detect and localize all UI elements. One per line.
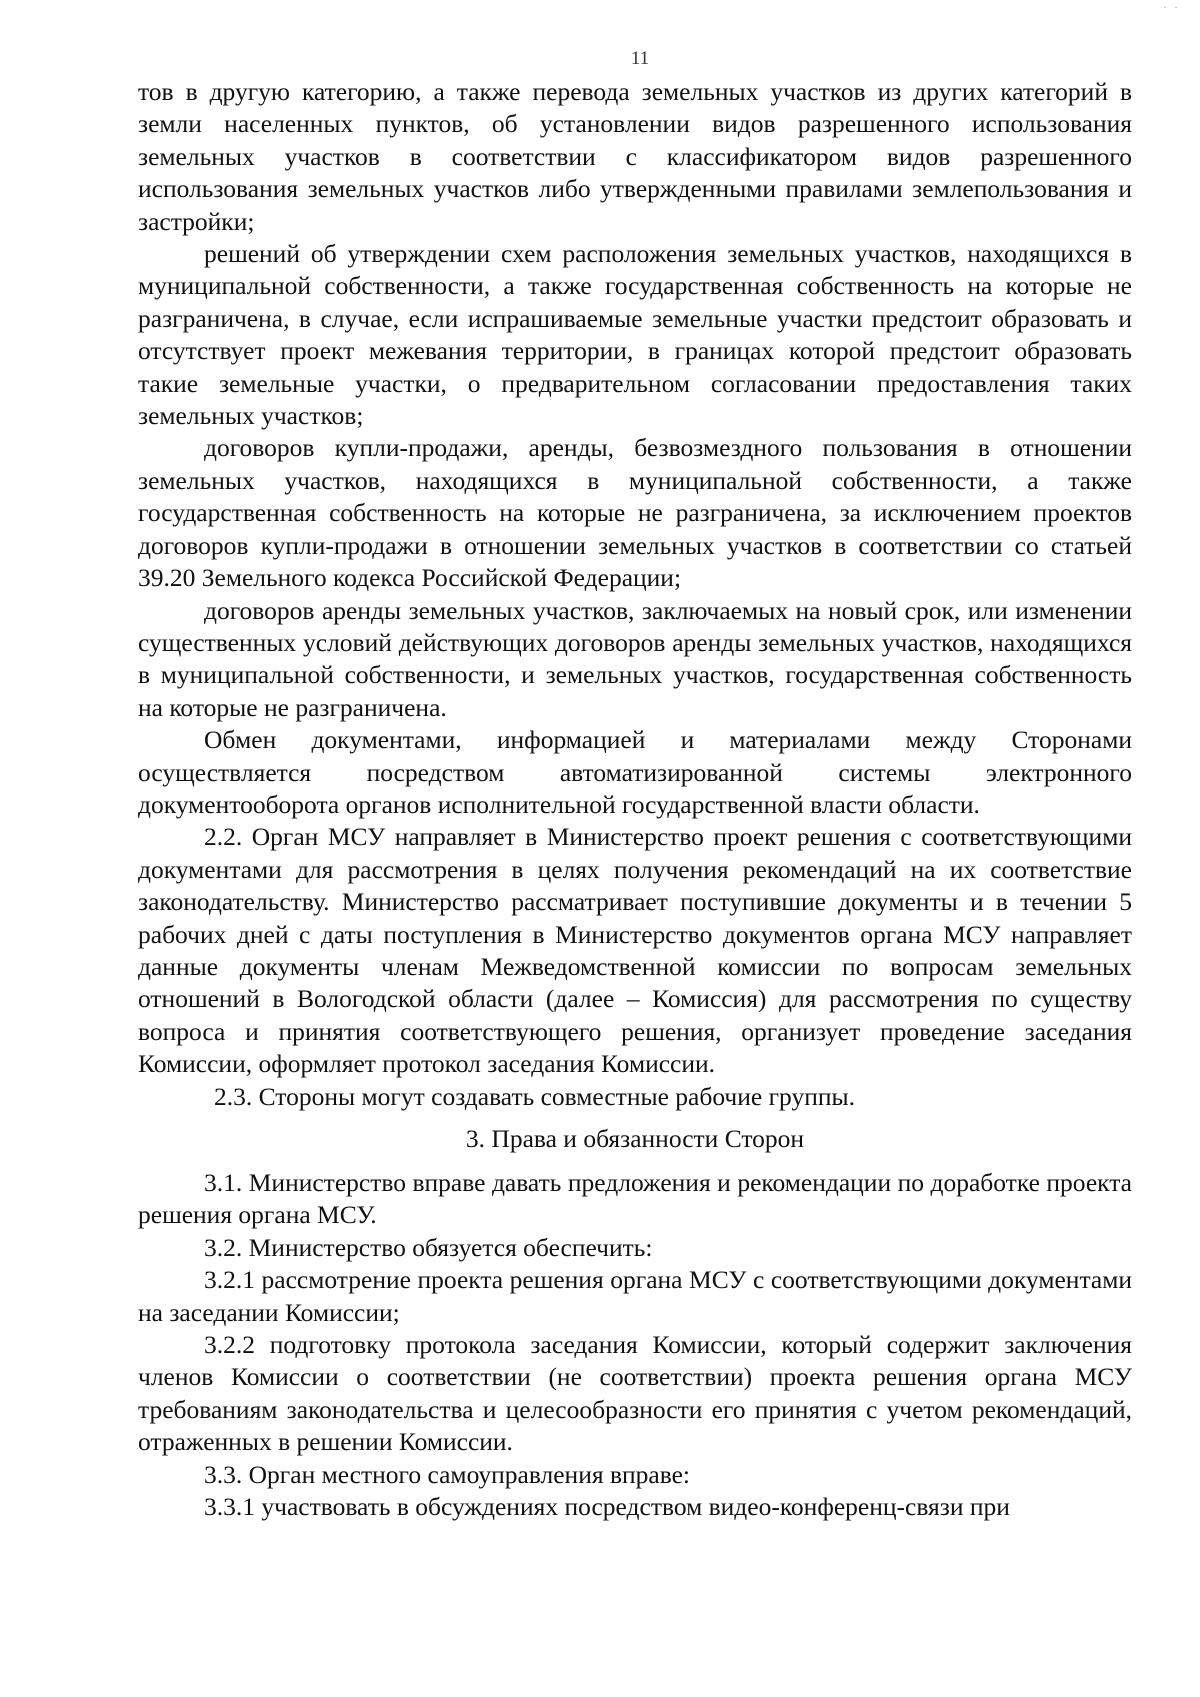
paragraph: 3.2.1 рассмотрение проекта решения органа МСУ с соответствующими документами на заседании Комиссии; (138, 1265, 1132, 1327)
paragraph: договоров аренды земельных участков, заключаемых на новый срок, или изменении существенных условий действующих договоров аренды земельных участков, находящихся в муниципальной собственности, и земельных участков, государственная собственность на которые не разграничена. (138, 595, 1132, 722)
paragraph: 2.3. Стороны могут создавать совместные рабочие группы. (214, 1081, 856, 1111)
paragraph: 3.1. Министерство вправе давать предложения и рекомендации по доработке проекта решения органа МСУ. (138, 1168, 1132, 1230)
paragraph: 3.3.1 участвовать в обсуждениях посредством видео-конференц-связи при (204, 1492, 1010, 1522)
paragraph: тов в другую категорию, а также перевода земельных участков из других категорий в земли населенных пунктов, об установлении видов разрешенного использования земельных участков в соответствии с классификатором видов разрешенного использования земельных участков либо утвержденными правилами землепользования и застройки; (138, 77, 1132, 236)
paragraph: 3.3. Орган местного самоуправления вправе: (204, 1459, 691, 1489)
section-heading: 3. Права и обязанности Сторон (465, 1124, 805, 1153)
document-body (138, 76, 1132, 1523)
corner-mark: · · (1163, 0, 1180, 14)
paragraph: 3.2.2 подготовку протокола заседания Комиссии, который содержит заключения членов Комиссии о соответствии (не соответствии) проекта решения органа МСУ требованиям законодательства и целесообразности его принятия с учетом рекомендаций, отраженных в решении Комиссии. (138, 1330, 1132, 1457)
paragraph: договоров купли-продажи, аренды, безвозмездного пользования в отношении земельных участков, находящихся в муниципальной собственности, а также государственная собственность на которые не разграничена, за исключением проектов договоров купли-продажи в отношении земельных участков в соответствии со статьей 39.20 Земельного кодекса Российской Федерации; (138, 433, 1132, 593)
paragraph: 2.2. Орган МСУ направляет в Министерство проект решения с соответствующими документами для рассмотрения в целях получения рекомендаций на их соответствие законодательству. Министерство рассматривает поступившие документы и в течении 5 рабочих дней с даты поступления в Министерство документов органа МСУ направляет данные документы членам Межведомственной комиссии по вопросам земельных отношений в Вологодской области (далее – Комиссия) для рассмотрения по существу вопроса и принятия соответствующего решения, организует проведение заседания Комиссии, оформляет протокол заседания Комиссии. (138, 822, 1132, 1079)
paragraph: 3.2. Министерство обязуется обеспечить: (204, 1232, 653, 1262)
paragraph: решений об утверждении схем расположения земельных участков, находящихся в муниципальной собственности, а также государственная собственность на которые не разграничена, в случае, если испрашиваемые земельные участки предстоит образовать и отсутствует проект межевания территории, в границах которой предстоит образовать такие земельные участки, о предварительном согласовании предоставления таких земельных участков; (138, 239, 1132, 431)
page-number: 11 (630, 48, 650, 69)
paragraph: Обмен документами, информацией и материалами между Сторонами осуществляется посредством автоматизированной системы электронного документооборота органов исполнительной государственной власти области. (138, 725, 1132, 819)
